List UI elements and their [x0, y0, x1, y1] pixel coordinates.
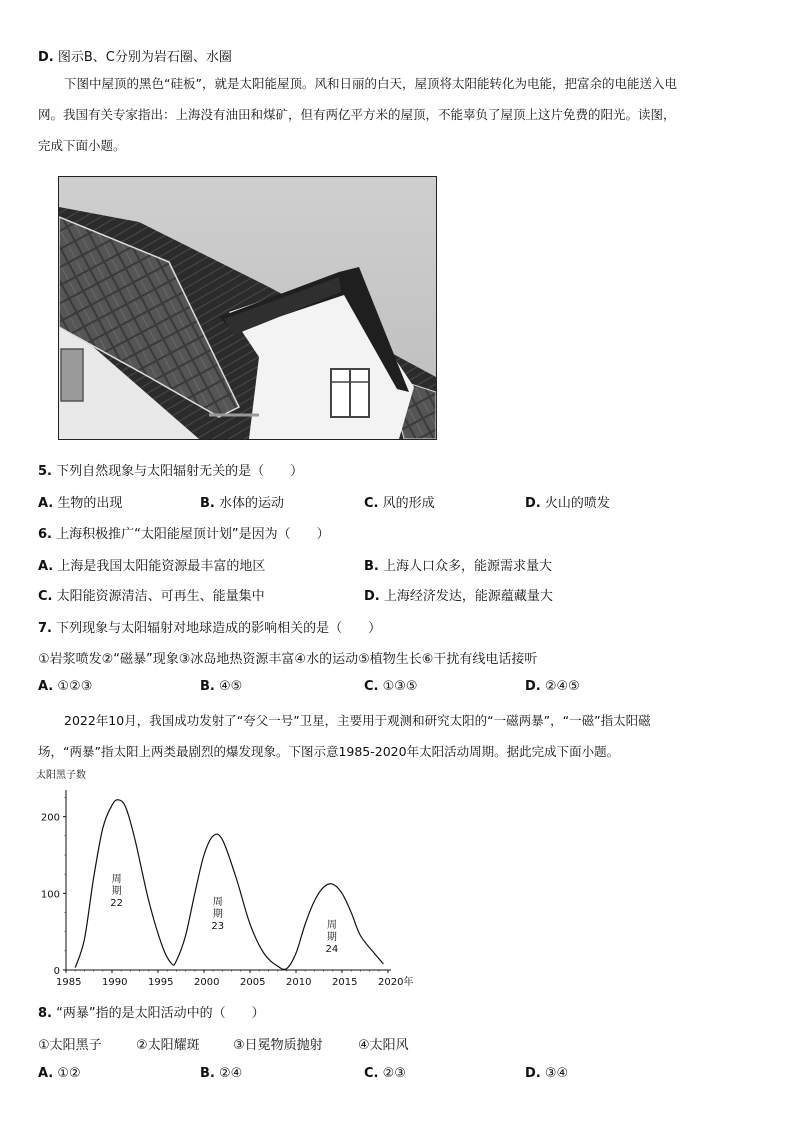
q8-item-2: ②太阳耀斑 — [136, 1038, 200, 1053]
q8-stem-text: “两暴”指的是太阳活动中的（ ） — [56, 1006, 265, 1021]
q8-d-letter: D. — [525, 1066, 541, 1081]
q4-option-d-text: 图示B、C分别为岩石圈、水圈 — [57, 50, 232, 65]
cycle-annotation-text: 24 — [325, 943, 339, 955]
q7-option-a[interactable] — [38, 679, 92, 694]
x-tick-label: 2020年 — [378, 977, 414, 988]
q6-option-c[interactable] — [38, 585, 265, 604]
passage2-line1: 2022年10月，我国成功发射了“夸父一号”卫星，主要用于观测和研究太阳的“一磁两暴”，“一磁”指太阳磁 — [64, 713, 651, 728]
q7-option-d[interactable] — [525, 679, 580, 694]
q7-b-letter: B. — [200, 679, 215, 694]
q6-c-letter: C. — [38, 589, 53, 604]
q7-a-text: ①②③ — [57, 679, 93, 694]
q5-c-letter: C. — [364, 496, 379, 511]
q5-number: 5. — [38, 464, 52, 479]
y-axis-label: 太阳黑子数 — [36, 770, 86, 781]
q8-option-b[interactable] — [200, 1066, 242, 1081]
q8-item-1: ①太阳黑子 — [38, 1038, 102, 1053]
passage1-line1: 下图中屋顶的黑色“硅板”，就是太阳能屋顶。风和日丽的白天，屋顶将太阳能转化为电能，把富余的电能送入电 — [64, 76, 677, 91]
passage-solar-roof — [38, 68, 756, 161]
cycle-annotation-text: 周 — [326, 919, 337, 931]
passage1-line2: 网。我国有关专家指出：上海没有油田和煤矿，但有两亿平方米的屋顶，不能辜负了屋顶上这片免费的阳光。读图， — [38, 107, 676, 122]
q6-b-letter: B. — [364, 559, 379, 574]
q7-stem-text: 下列现象与太阳辐射对地球造成的影响相关的是（ ） — [56, 621, 382, 636]
cycle-annotation-text: 期 — [212, 908, 223, 920]
q4-option-d-letter: D. — [38, 50, 54, 65]
y-tick-label: 100 — [40, 889, 60, 901]
q8-b-letter: B. — [200, 1066, 215, 1081]
q5-b-text: 水体的运动 — [219, 496, 285, 511]
q8-item-4: ④太阳风 — [358, 1038, 409, 1053]
q7-c-letter: C. — [364, 679, 379, 694]
q5-d-text: 火山的喷发 — [544, 496, 610, 511]
q7-c-text: ①③⑤ — [382, 679, 418, 694]
y-tick-label: 0 — [53, 966, 60, 977]
cycle-annotation-text: 22 — [110, 897, 123, 909]
q6-b-text: 上海人口众多，能源需求量大 — [383, 559, 553, 574]
q7-d-text: ②④⑤ — [544, 679, 580, 694]
q6-option-b[interactable] — [364, 555, 552, 574]
q6-a-letter: A. — [38, 559, 54, 574]
q8-option-a[interactable] — [38, 1066, 81, 1081]
q4-option-d — [38, 46, 232, 65]
y-tick-label: 200 — [40, 812, 60, 824]
q8-a-text: ①② — [57, 1066, 81, 1081]
q8-c-letter: C. — [364, 1066, 379, 1081]
x-tick-label: 2005 — [240, 977, 266, 988]
q8-a-letter: A. — [38, 1066, 54, 1081]
q5-option-b[interactable] — [200, 492, 284, 511]
q6-option-d[interactable] — [364, 585, 553, 604]
q7-number: 7. — [38, 621, 52, 636]
q5-option-c[interactable] — [364, 492, 435, 511]
q5-b-letter: B. — [200, 496, 215, 511]
cycle-annotation-text: 23 — [211, 920, 225, 932]
sunspot-chart-svg — [30, 766, 450, 988]
x-tick-label: 1985 — [56, 977, 82, 988]
question-5-stem — [38, 460, 303, 479]
x-tick-label: 1990 — [102, 977, 128, 988]
passage-kuafu-satellite — [38, 705, 756, 767]
q7-d-letter: D. — [525, 679, 541, 694]
q6-stem-text: 上海积极推广“太阳能屋顶计划”是因为（ ） — [56, 527, 330, 542]
x-tick-label: 2015 — [332, 977, 358, 988]
q5-stem-text: 下列自然现象与太阳辐射无关的是（ ） — [56, 464, 304, 479]
q5-a-text: 生物的出现 — [57, 496, 123, 511]
passage2-line2: 场，“两暴”指太阳上两类最剧烈的爆发现象。下图示意1985-2020年太阳活动周期。据此完成下面小题。 — [38, 744, 620, 759]
solar-roof-photo — [58, 176, 437, 440]
q5-d-letter: D. — [525, 496, 541, 511]
q8-b-text: ②④ — [219, 1066, 243, 1081]
q8-item-3: ③日冕物质抛射 — [233, 1038, 323, 1053]
solar-roof-illustration — [59, 177, 436, 439]
q6-c-text: 太阳能资源清洁、可再生、能量集中 — [56, 589, 265, 604]
q5-a-letter: A. — [38, 496, 54, 511]
question-6-stem — [38, 523, 330, 542]
q5-option-a[interactable] — [38, 492, 122, 511]
q8-c-text: ②③ — [382, 1066, 406, 1081]
q6-number: 6. — [38, 527, 52, 542]
question-7-stem — [38, 617, 381, 636]
question-8-stem — [38, 1002, 265, 1021]
q6-a-text: 上海是我国太阳能资源最丰富的地区 — [57, 559, 266, 574]
q7-items: ①岩浆喷发②“磁暴”现象③冰岛地热资源丰富④水的运动⑤植物生长⑥干扰有线电话接听 — [38, 652, 538, 667]
x-tick-label: 2000 — [194, 977, 220, 988]
chart-ticks — [41, 798, 414, 989]
q8-d-text: ③④ — [544, 1066, 569, 1081]
cycle-annotations — [110, 873, 338, 955]
x-tick-label: 2010 — [286, 977, 312, 988]
q5-c-text: 风的形成 — [382, 496, 435, 511]
q8-option-c[interactable] — [364, 1066, 406, 1081]
q5-option-d[interactable] — [525, 492, 610, 511]
q6-d-letter: D. — [364, 589, 380, 604]
q7-a-letter: A. — [38, 679, 54, 694]
q6-d-text: 上海经济发达，能源蕴藏量大 — [383, 589, 553, 604]
q6-option-a[interactable] — [38, 555, 265, 574]
q7-b-text: ④⑤ — [219, 679, 243, 694]
q8-number: 8. — [38, 1006, 52, 1021]
q8-option-d[interactable] — [525, 1066, 568, 1081]
cycle-annotation-text: 周 — [212, 896, 223, 908]
q7-option-c[interactable] — [364, 679, 418, 694]
sunspot-cycle-chart — [30, 766, 450, 988]
cycle-annotation-text: 期 — [326, 931, 337, 943]
cycle-annotation-text: 周 — [111, 873, 122, 885]
x-tick-label: 1995 — [148, 977, 174, 988]
passage1-line3: 完成下面小题。 — [38, 138, 126, 153]
q7-option-b[interactable] — [200, 679, 242, 694]
cycle-annotation-text: 期 — [111, 885, 122, 897]
